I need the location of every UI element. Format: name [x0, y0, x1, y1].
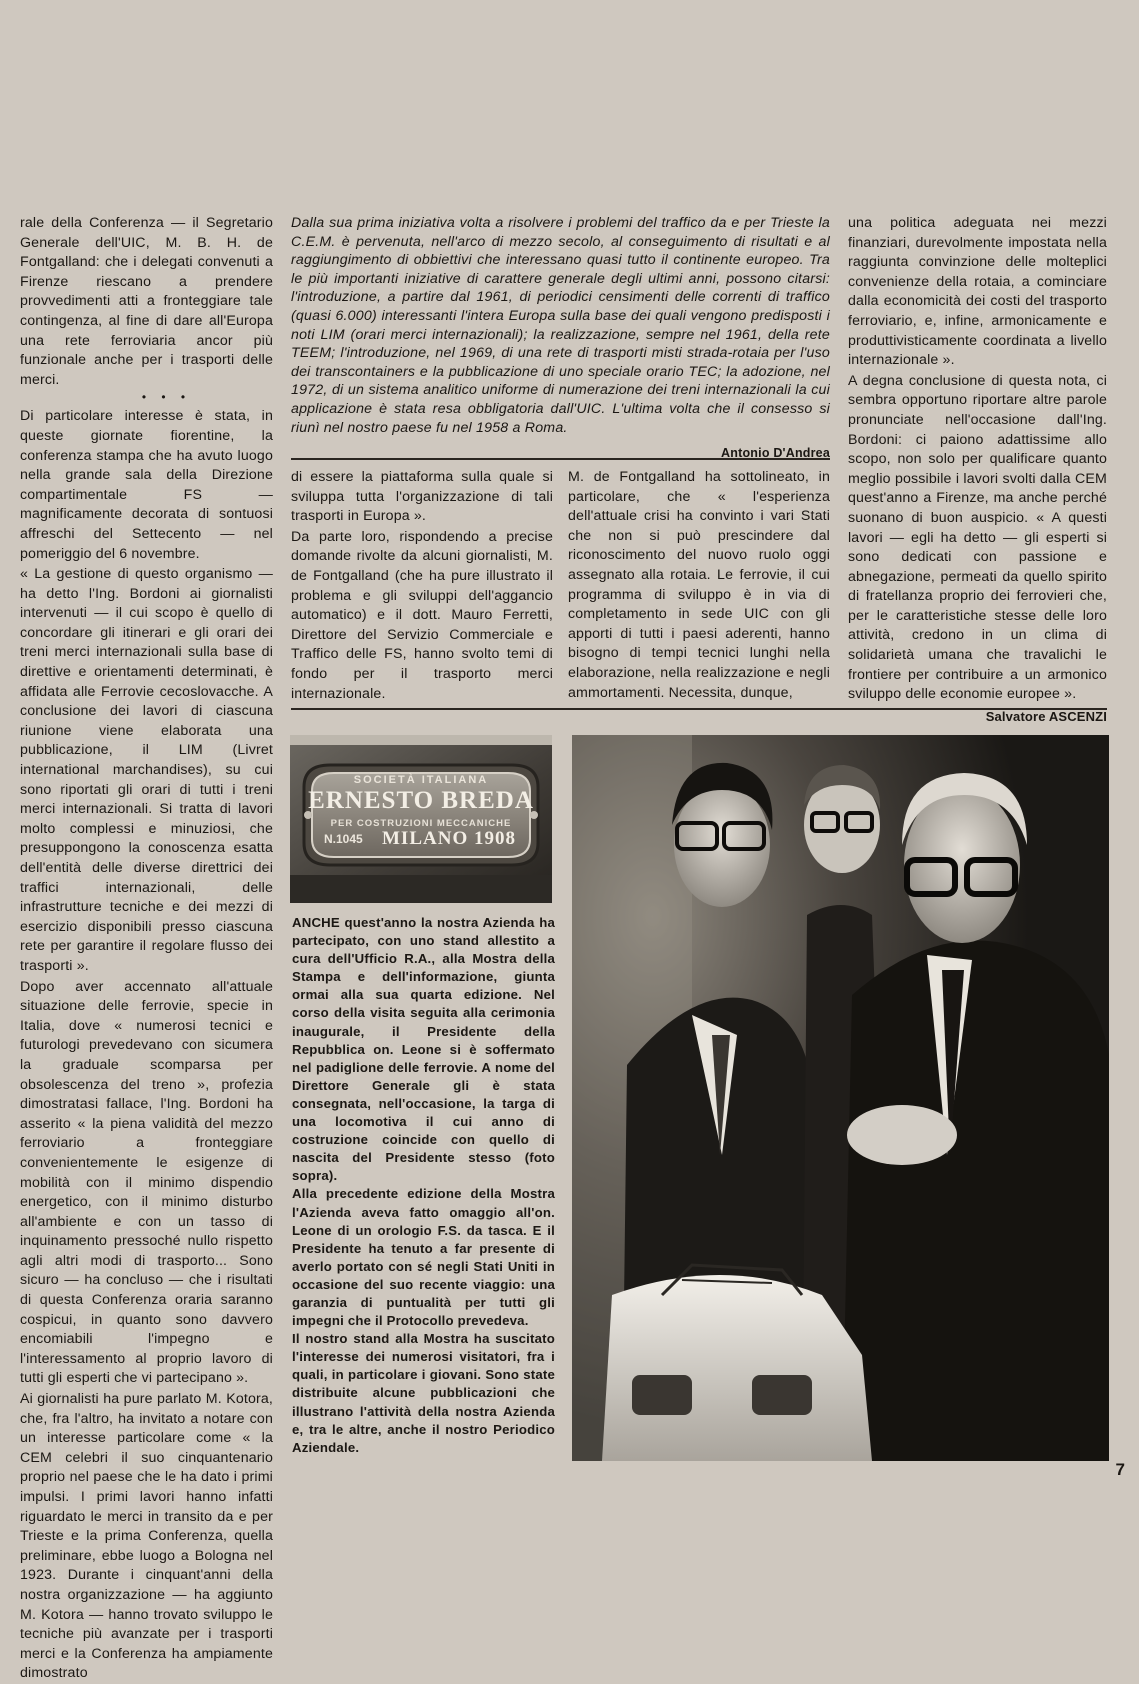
col2-paragraph: Da parte loro, rispondendo a precise domande rivolte da alcuni giornalisti, M. de Fontgalland (che ha pure illustrato il problema e gli sviluppi dell'aggancio automatico) e il dott. Mauro Ferretti, Direttore del Servizio Commerciale e Traffico delle FS, hanno svolto temi di fondo per il trasporto merci internazionale. [291, 528, 553, 702]
plate-text-line4-left: N.1045 [324, 832, 363, 846]
plate-text-line1: SOCIETÀ ITALIANA [353, 774, 489, 786]
photo-section-divider [291, 708, 1107, 710]
president-visit-photo [572, 735, 1109, 1461]
caption-paragraph: ANCHE quest'anno la nostra Azienda ha partecipato, con uno stand allestito a cura dell'Ufficio R.A., alla Mostra della Stampa e dell'informazione, giunta ormai alla sua quarta edizione. Nel corso della visita seguita alla cerimonia inaugurale, il Presidente della Repubblica on. Leone si è soffermato nel padiglione delle ferrovie. A nome del Direttore Generale gli è stata consegnata, nell'occasione, la targa di una locomotiva il cui anno di costruzione coincide con quello di nascita del Presidente stesso (foto sopra). [292, 915, 555, 1184]
left-paragraph: rale della Conferenza — il Segretario Generale dell'UIC, M. B. H. de Fontgalland: che i delegati convenuti a Firenze riescano a prendere provvedimenti atti a fronteggiare tale contingenza, al fine di dare all'Europa una rete ferroviaria ancor più funzionale anche per i trasporti delle merci. [20, 215, 273, 388]
left-column [20, 214, 273, 1684]
cem-summary-box [291, 214, 830, 463]
page-number: 7 [1115, 1460, 1125, 1479]
president-photo-graphic [572, 735, 1109, 1461]
caption-paragraph: Alla precedente edizione della Mostra l'Azienda aveva fatto omaggio all'on. Leone di un orologio F.S. da tasca. E il Presidente ha tenuto a far presente di averlo portato con sé negli Stati Uniti in occasione del suo recente viaggio: una garanzia di puntualità per tutti gli impegni che il Protocollo prevedeva. [292, 1186, 555, 1329]
left-paragraph: Dopo aver accennato all'attuale situazione delle ferrovie, specie in Italia, dove « numerosi tecnici e futurologi prevedevano con sicumera la graduale scomparsa per obsolescenza del treno », profezia dimostratasi fallace, l'Ing. Bordoni ha asserito « la piena validità del mezzo ferroviario a fronteggiare convenientemente le esigenze di mobilità con il minimo dispendio energetico, con il minimo disturbo all'ambiente e con un tasso di inquinamento pressoché nullo rispetto agli altri modi di trasporto... Sono sicuro — ha concluso — che i risultati di questa Conferenza oraria saranno cospicui, in quanto sono davvero encomiabili l'impegno e l'interessamento al proprio lavoro di tutti gli esperti che vi partecipano ». [20, 978, 273, 1387]
column-4 [848, 214, 1107, 726]
article-signature: Salvatore ASCENZI [985, 708, 1107, 724]
left-paragraph: « La gestione di questo organismo — ha detto l'Ing. Bordoni ai giornalisti intervenuti — il cui scopo è quello di concordare gli itinerari e gli orari dei treni merci internazionali sulla base di direttive e orientamenti determinati, è affidata alle Ferrovie cecoslovacche. A conclusione dei lavori di ciascuna riunione viene elaborata una pubblicazione, il LIM (Livret international marchandises), su cui sono riportati gli orari di tutti i treni merci internazionali. Si tratta di lavori molto complessi e minuziosi, che presuppongono la conoscenza esatta dell'entità delle diverse direttrici dei traffici internazionali, delle infrastrutture tecniche e dei mezzi di esercizio disponibili presso ciascuna rete per garantire il regolare flusso dei trasporti ». [20, 566, 273, 974]
left-paragraph: Ai giornalisti ha pure parlato M. Kotora, che, fra l'altro, ha invitato a notare con un interesse particolare come « la CEM celebri il suo cinquantenario proprio nel paese che le ha dato i primi impulsi. I primi lavori hanno infatti riguardato le merci in transito da e per Trieste e la prima Conferenza, quella preliminare, ebbe luogo a Bologna nel 1923. Durante i cinquant'anni della nostra organizzazione — ha aggiunto M. Kotora — hanno trovato sviluppo le tecniche più avanzate per i trasporti merci e la Conferenza ha ampiamente dimostrato [20, 1391, 273, 1682]
section-separator: • • • [141, 390, 192, 405]
box-text: Dalla sua prima iniziativa volta a risolvere i problemi del traffico da e per Trieste la C.E.M. è pervenuta, nell'arco di mezzo secolo, al conseguimento di risultati e al raggiungimento di obbiettivi che interessano quasi tutto il continente europeo. Tra le più importanti iniziative di carattere generale degli ultimi anni, possono citarsi: l'introduzione, a partire dal 1961, di periodici censimenti delle correnti di traffico (quasi 6.000) interessanti l'intera Europa sulla base dei quali vengono predisposti i noti LIM (orari merci internazionali); la realizzazione, sempre nel 1961, della rete TEEM; l'introduzione, nel 1969, di una rete di trasporti misti strada-rotaia per l'uso dei transcontainers e la pubblicazione di uno speciale orario TEC; la adozione, nel 1972, di un sistema analitico uniforme di numerazione dei treni internazionali la cui applicazione è stata resa obbligatoria dall'UIC. L'ultima volta che il consesso si riunì nel nostro paese fu nel 1958 a Roma. [291, 215, 830, 436]
photo-caption [292, 914, 555, 1457]
plate-text-line3: PER COSTRUZIONI MECCANICHE [330, 818, 512, 829]
locomotive-plate-photo [290, 735, 552, 903]
column-3 [568, 468, 830, 703]
left-paragraph: Di particolare interesse è stata, in queste giornate fiorentine, la conferenza stampa che ha avuto luogo nella grande sala della Direzione compartimentale FS — magnificamente decorata di sontuosi affreschi del Settecento — nel pomeriggio del 6 novembre. [20, 408, 273, 562]
caption-paragraph: Il nostro stand alla Mostra ha suscitato l'interesse dei numerosi visitatori, fra i quali, in particolare i giovani. Sono state distribuite alcune pubblicazioni che illustrano l'attività della nostra Azienda e, tra le altre, anche il nostro Periodico Aziendale. [292, 1331, 555, 1455]
box-signature: Antonio D'Andrea [721, 446, 830, 461]
box-divider [291, 458, 830, 460]
plate-text-line2: ERNESTO BREDA [308, 787, 534, 814]
col4-paragraph: una politica adeguata nei mezzi finanziari, durevolmente impostata nella raggiunta convinzione delle molteplici convenienze della rotaia, a cominciare dalla economicità dei costi del trasporto ferroviario, e, infine, armonicamente e produttivisticamente coordinata a livello internazionale ». [848, 215, 1107, 369]
col3-paragraph: M. de Fontgalland ha sottolineato, in particolare, che « l'esperienza dell'attuale crisi ha convinto i vari Stati che non si può prescindere dal riconoscimento del nuovo ruolo oggi assegnato alla rotaia. Le ferrovie, il cui programma di sviluppo è in via di completamento in sede UIC con gli apporti di tutti i paesi aderenti, hanno bisogno di tempi tecnici lunghi nella elaborazione, nella realizzazione e negli ammortamenti. Necessita, dunque, [568, 469, 830, 701]
column-2 [291, 468, 553, 704]
col2-paragraph: di essere la piattaforma sulla quale si sviluppa tutta l'organizzazione di tali trasporti in Europa ». [291, 469, 553, 525]
plate-text-line4-right: MILANO 1908 [382, 828, 516, 849]
col4-paragraph: A degna conclusione di questa nota, ci sembra opportuno riportare altre parole pronunciate nell'occasione dall'Ing. Bordoni: ci paiono adattissime allo scopo, non solo per qualificare quanto meglio possibile i lavori svolti dalla CEM quest'anno a Firenze, ma anche perché suonano di buon auspicio. « A questi lavori — egli ha detto — gli esperti si sono dedicati con passione e abnegazione, permeati da quello spirito di fratellanza proprio dei ferrovieri che, per le caratteristiche stesse delle loro attività, credono in un clima di solidarietà umana che travalichi le frontiere per contribuire a un armonico sviluppo delle economie europee ». [848, 372, 1107, 703]
